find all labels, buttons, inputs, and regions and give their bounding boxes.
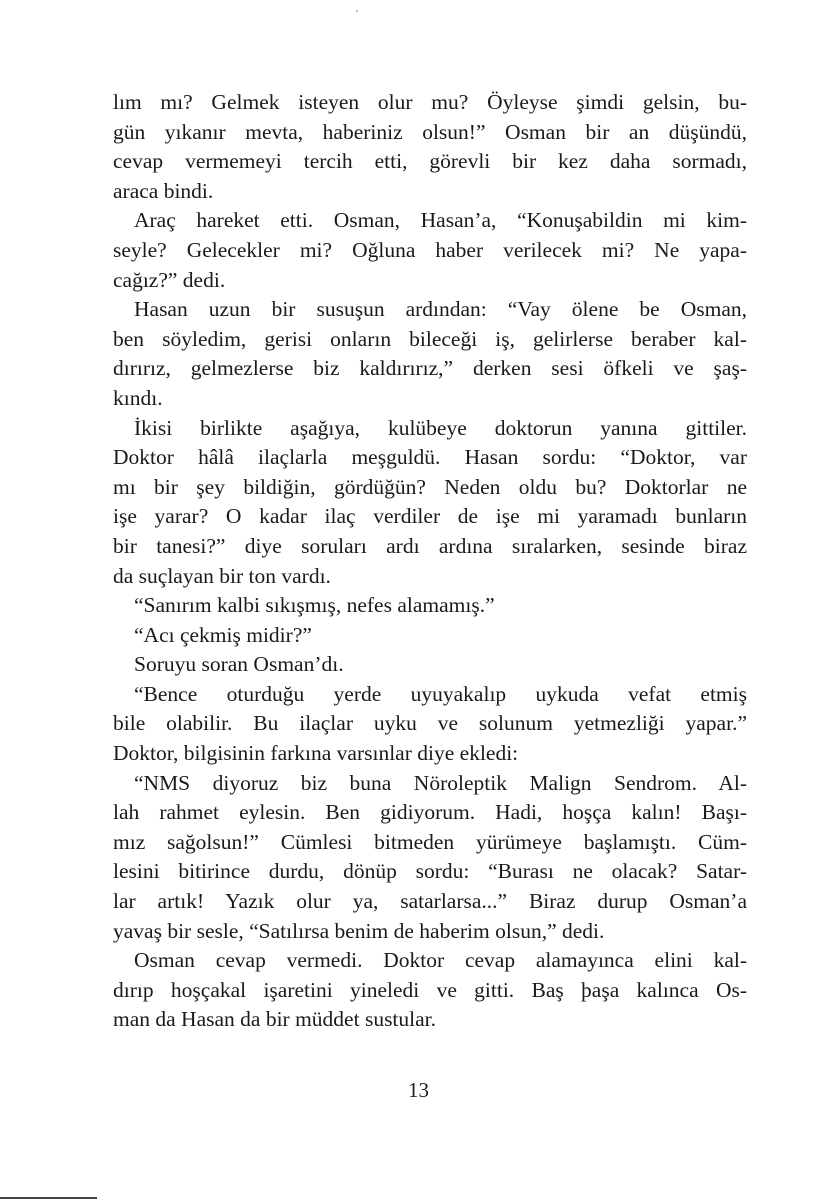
text-line: lar artık! Yazık olur ya, satarlarsa...” Biraz durup Osman’a xyxy=(113,889,747,914)
text-line: mız sağolsun!” Cümlesi bitmeden yürümeye başlamıştı. Cüm- xyxy=(113,829,747,854)
text-line: man da Hasan da bir müddet sustular. xyxy=(113,1007,437,1032)
text-line: cağız?” dedi. xyxy=(113,267,226,292)
body-text xyxy=(113,88,747,1035)
text-line: “Bence oturduğu yerde uyuyakalıp uykuda vefat etmiş xyxy=(134,681,747,706)
scan-speck xyxy=(356,10,358,12)
text-line: “Sanırım kalbi sıkışmış, nefes alamamış.” xyxy=(134,593,495,618)
text-line: “NMS diyoruz biz buna Nöroleptik Malign Sendrom. Al- xyxy=(134,770,747,795)
text-line: bir tanesi?” diye soruları ardı ardına sıralarken, sesinde biraz xyxy=(113,533,747,558)
text-line: da suçlayan bir ton vardı. xyxy=(113,563,331,588)
text-line: İkisi birlikte aşağıya, kulübeye doktorun yanına gittiler. xyxy=(134,415,747,440)
text-line: Hasan uzun bir susuşun ardından: “Vay ölene be Osman, xyxy=(134,297,747,322)
scan-edge-line xyxy=(0,1197,97,1199)
text-line: Doktor hâlâ ilaçlarla meşguldü. Hasan sordu: “Doktor, var xyxy=(113,445,747,470)
text-line: lesini bitirince durdu, dönüp sordu: “Burası ne olacak? Satar- xyxy=(113,859,747,884)
text-line: bile olabilir. Bu ilaçlar uyku ve solunum yetmezliği yapar.” xyxy=(113,711,747,736)
text-line: mı bir şey bildiğin, gördüğün? Neden oldu bu? Doktorlar ne xyxy=(113,474,747,499)
page-number: 13 xyxy=(408,1078,429,1102)
text-line: araca bindi. xyxy=(113,178,214,203)
text-line: dırırız, gelmezlerse biz kaldırırız,” derken sesi öfkeli ve şaş- xyxy=(113,356,747,381)
text-line: Soruyu soran Osman’dı. xyxy=(134,652,344,677)
text-line: cevap vermemeyi tercih etti, görevli bir kez daha sormadı, xyxy=(113,149,747,174)
text-line: seyle? Gelecekler mi? Oğluna haber verilecek mi? Ne yapa- xyxy=(113,237,747,262)
text-line: dırıp hoşçakal işaretini yineledi ve gitti. Baş þaşa kalınca Os- xyxy=(113,977,747,1002)
text-line: kındı. xyxy=(113,385,163,410)
text-line: gün yıkanır mevta, haberiniz olsun!” Osman bir an düşündü, xyxy=(113,119,747,144)
text-line: Osman cevap vermedi. Doktor cevap alamayınca elini kal- xyxy=(134,948,747,973)
text-line: ben söyledim, gerisi onların bileceği iş, gelirlerse beraber kal- xyxy=(113,326,747,351)
text-line: Doktor, bilgisinin farkına varsınlar diye ekledi: xyxy=(113,741,519,766)
text-line: “Acı çekmiş midir?” xyxy=(134,622,312,647)
text-line: lım mı? Gelmek isteyen olur mu? Öyleyse şimdi gelsin, bu- xyxy=(113,90,747,114)
text-line: işe yarar? O kadar ilaç verdiler de işe mi yaramadı bunların xyxy=(113,504,747,529)
text-line: lah rahmet eylesin. Ben gidiyorum. Hadi, hoşça kalın! Başı- xyxy=(113,800,747,825)
text-line: Araç hareket etti. Osman, Hasan’a, “Konuşabildin mi kim- xyxy=(134,208,747,233)
text-line: yavaş bir sesle, “Satılırsa benim de haberim olsun,” dedi. xyxy=(113,918,605,943)
